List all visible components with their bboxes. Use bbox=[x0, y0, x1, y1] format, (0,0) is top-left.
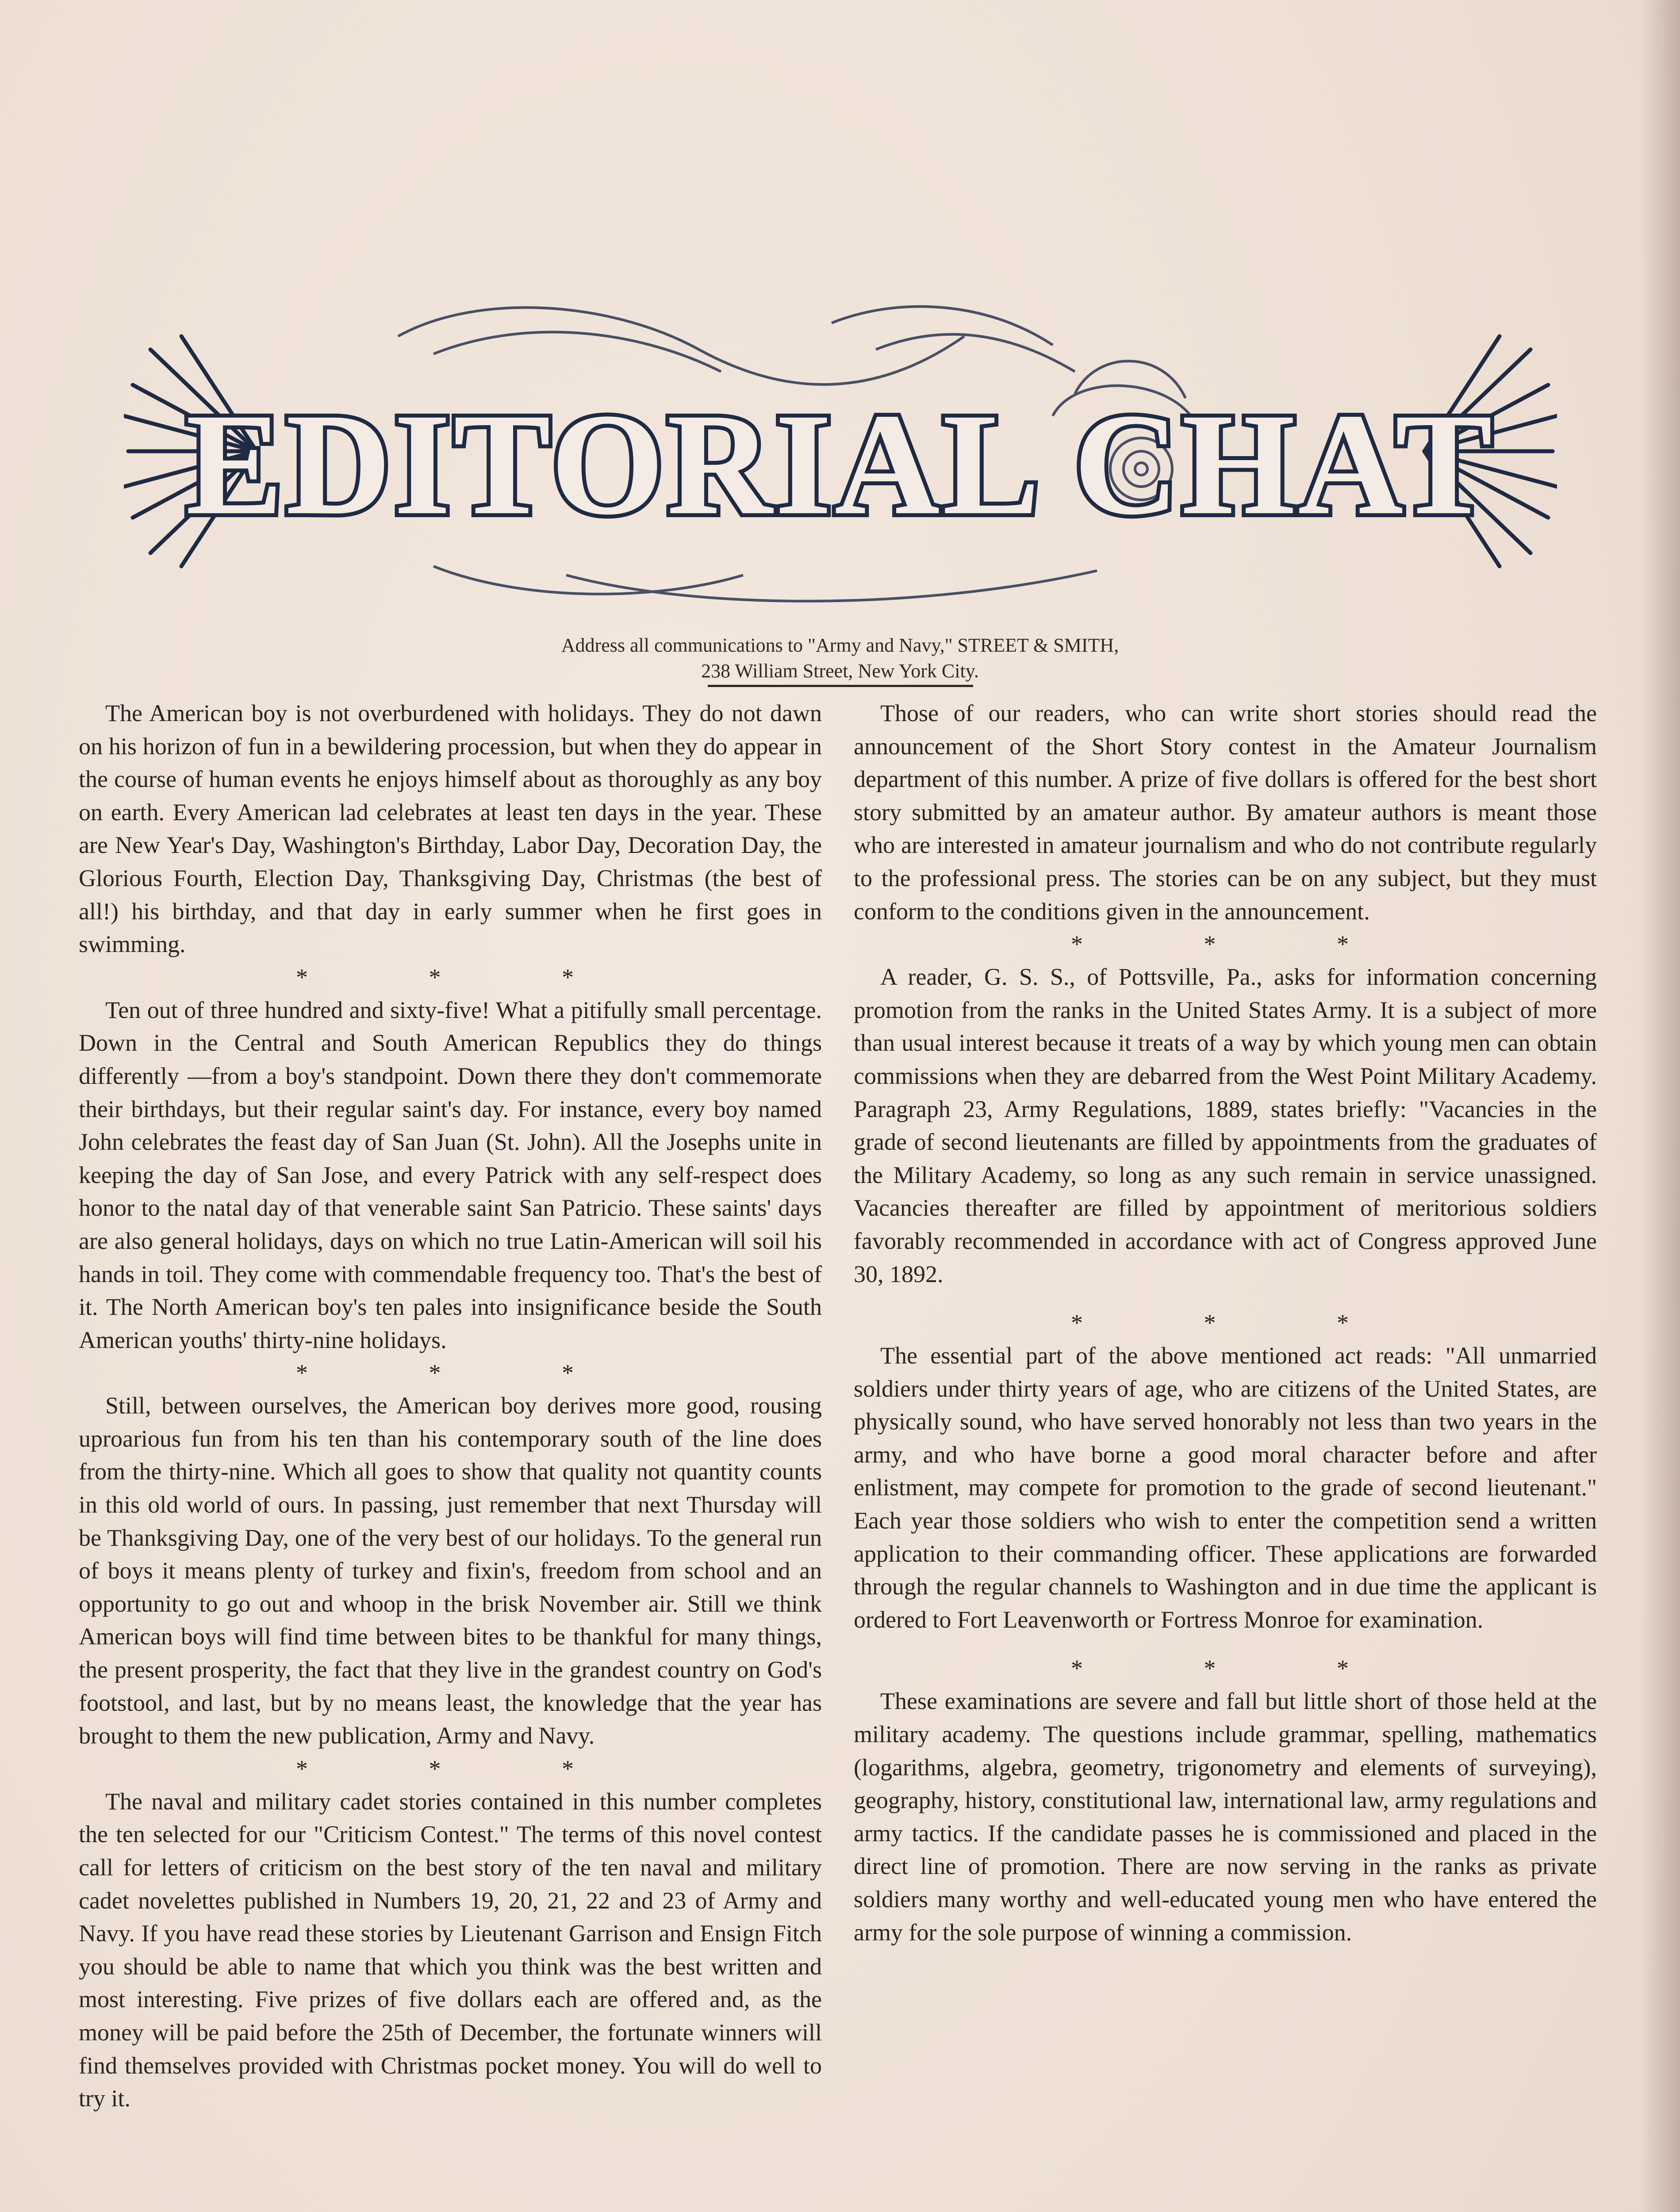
address-line-2: 238 William Street, New York City. bbox=[701, 660, 979, 682]
right-paragraph-1: Those of our readers, who can write short stories should read the announcement of the Short Story contest in the Amateur Journalism department of this number. A prize of five dollars is offered for the best short story submitted by an amateur author. By amateur authors is meant those who are interested in amateur journalism and who do not contribute regularly to the professional press. The stories can be on any subject, but they must conform to the conditions given in the announcement. bbox=[854, 700, 1597, 925]
section-stars: * * * bbox=[296, 1359, 631, 1386]
masthead-title: EDITORIAL CHAT bbox=[185, 384, 1496, 545]
section-stars: * * * bbox=[296, 964, 631, 991]
address-block bbox=[0, 633, 1680, 684]
right-paragraph-4: These examinations are severe and fall but little short of those held at the military academy. The questions include grammar, spelling, mathematics (logarithms, algebra, geometry, trigonometry and elements of surveying), geography, history, constitutional law, international law, army regulations and army tactics. If the candidate passes he is commissioned and placed in the direct line of promotion. There are now serving in the ranks as private soldiers many worthy and well-educated young men who have entered the army for the sole purpose of winning a commission. bbox=[854, 1688, 1597, 1946]
section-stars: * * * bbox=[1071, 931, 1406, 958]
section-stars: * * * bbox=[1071, 1655, 1406, 1682]
address-rule bbox=[708, 685, 973, 687]
left-paragraph-2: Ten out of three hundred and sixty-five! What a pitifully small percentage. Down in the Central and South American Republics they do things differently —from a boy's standpoint. Down there they don't commemorate their birthdays, but their regular saint's day. For instance, every boy named John celebrates the feast day of San Juan (St. John). All the Josephs unite in keeping the day of San Jose, and every Patrick with any self-respect does honor to the natal day of that venerable saint San Patricio. These saints' days are also general holidays, days on which no true Latin-American will soil his hands in toil. They come with commendable frequency too. That's the best of it. The North American boy's ten pales into insignificance beside the South American youths' thirty-nine holidays. bbox=[79, 996, 822, 1353]
right-paragraph-3: The essential part of the above mentioned act reads: "All unmarried soldiers under thirty years of age, who are citizens of the United States, are physically sound, who have served honorably not less than two years in the army, and who have borne a good moral character before and after enlistment, may compete for promotion to the grade of second lieutenant." Each year those soldiers who wish to enter the competition send a written application to their commanding officer. These applications are forwarded through the regular channels to Washington and in due time the applicant is ordered to Fort Leavenworth or Fortress Monroe for examination. bbox=[854, 1342, 1597, 1633]
section-stars: * * * bbox=[296, 1755, 631, 1782]
right-column bbox=[854, 697, 1597, 1949]
paragraph-gap bbox=[854, 1636, 1597, 1652]
left-paragraph-3: Still, between ourselves, the American boy derives more good, rousing uproarious fun from his ten than his contemporary south of the line does from the thirty-nine. Which all goes to show that quality not quantity counts in this old world of ours. In passing, just remember that next Thursday will be Thanksgiving Day, one of the very best of our holidays. To the general run of boys it means plenty of turkey and fixin's, freedom from school and an opportunity to go out and whoop in the brisk November air. Still we think American boys will find time between bites to be thankful for many things, the present prosperity, the fact that they live in the grandest country on God's footstool, and last, but by no means least, the knowledge that the year has brought to them the new publication, Army and Navy. bbox=[79, 1392, 822, 1749]
right-paragraph-2: A reader, G. S. S., of Pottsville, Pa., asks for information concerning promotion from the ranks in the United States Army. It is a subject of more than usual interest because it treats of a way by which young men can obtain commissions when they are debarred from the West Point Military Academy. Paragraph 23, Army Regulations, 1889, states briefly: "Vacancies in the grade of second lieutenants are filled by appointments from the graduates of the Military Academy, so long as any such remain in service unassigned. Vacancies thereafter are filled by appointment of meritorious soldiers favorably recommended in accordance with act of Congress approved June 30, 1892. bbox=[854, 964, 1597, 1287]
address-line-1: Address all communications to "Army and Navy," STREET & SMITH, bbox=[561, 634, 1119, 656]
left-paragraph-4: The naval and military cadet stories contained in this number completes the ten selected for our "Criticism Contest." The terms of this novel contest call for letters of criticism on the best story of the ten naval and military cadet novelettes published in Numbers 19, 20, 21, 22 and 23 of Army and Navy. If you have read these stories by Lieutenant Garrison and Ensign Fitch you should be able to name that which you think was the best written and most interesting. Five prizes of five dollars each are offered and, as the money will be paid before the 25th of December, the fortunate winners will find themselves provided with Christmas pocket money. You will do well to try it. bbox=[79, 1788, 822, 2112]
paragraph-gap bbox=[854, 1290, 1597, 1306]
page-edge-shadow bbox=[1640, 0, 1680, 2212]
editorial-chat-masthead bbox=[124, 283, 1557, 619]
left-paragraph-1: The American boy is not overburdened with holidays. They do not dawn on his horizon of fun in a bewildering procession, but when they do appear in the course of human events he enjoys himself about as thoroughly as any boy on earth. Every American lad celebrates at least ten days in the year. These are New Year's Day, Washington's Birthday, Labor Day, Decoration Day, the Glorious Fourth, Election Day, Thanksgiving Day, Christmas (the best of all!) his birthday, and that day in early summer when he first goes in swimming. bbox=[79, 700, 822, 958]
section-stars: * * * bbox=[1071, 1310, 1406, 1336]
left-column bbox=[79, 697, 822, 2115]
